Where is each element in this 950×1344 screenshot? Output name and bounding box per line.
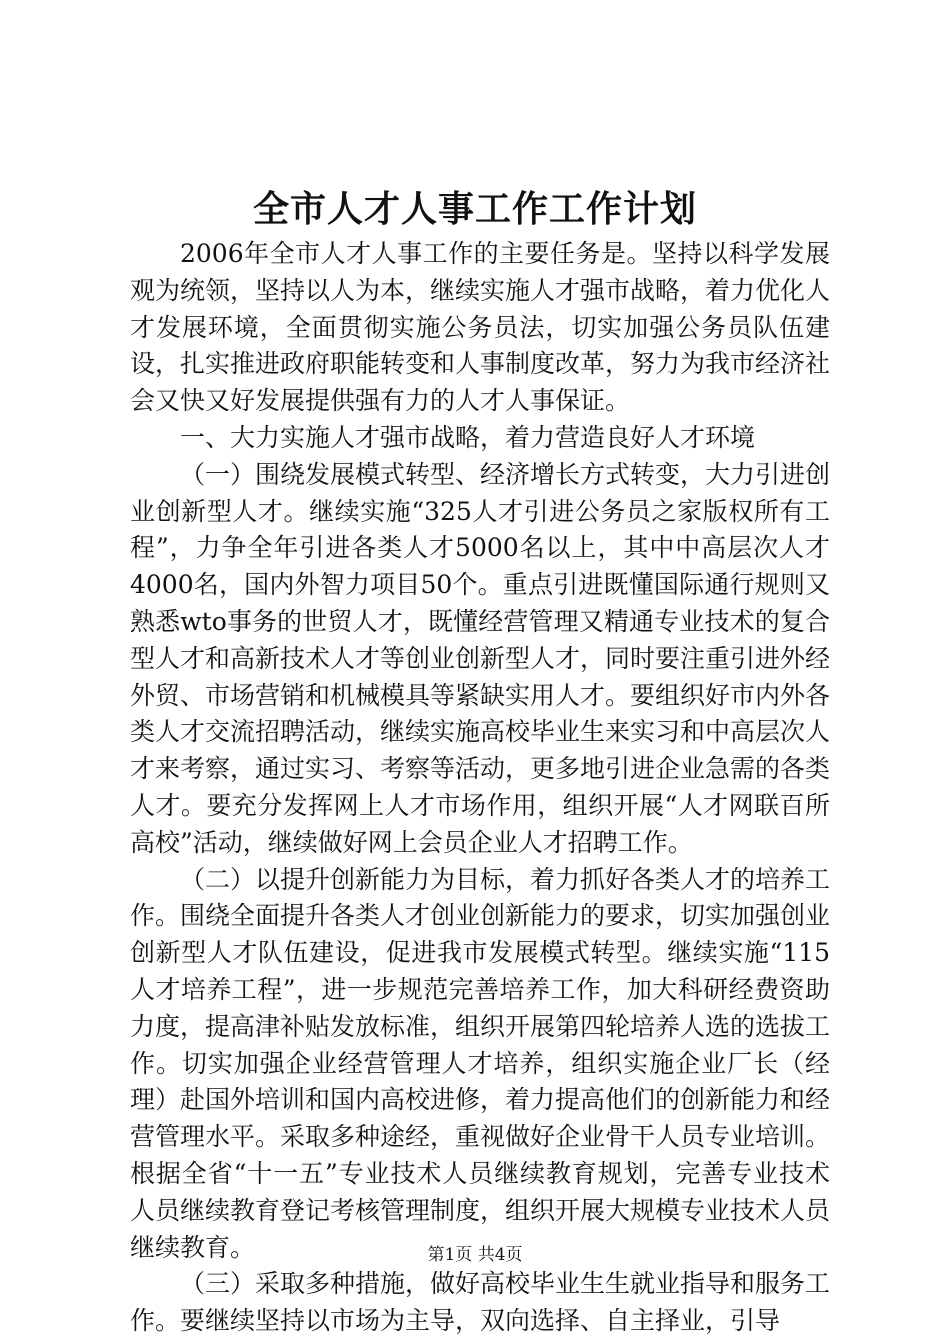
- document-body: [130, 236, 830, 1340]
- page-footer: 第1页 共4页: [427, 1245, 523, 1265]
- section-heading: 一、大力实施人才强市战略，着力营造良好人才环境: [180, 422, 756, 452]
- intro-paragraph: 2006年全市人才人事工作的主要任务是。坚持以科学发展观为统领，坚持以人为本，继续实施人才强市战略，着力优化人才发展环境，全面贯彻实施公务员法，切实加强公务员队伍建设，扎实推进政府职能转变和人事制度改革，努力为我市经济社会又快又好发展提供强有力的人才人事保证。: [130, 239, 831, 416]
- document-title: 全市人才人事工作工作计划: [252, 188, 697, 230]
- subsection-paragraph-2: （二）以提升创新能力为目标，着力抓好各类人才的培养工作。围绕全面提升各类人才创业创新能力的要求，切实加强创业创新型人才队伍建设，促进我市发展模式转型。继续实施“115人才培养工程”，进一步规范完善培养工作，加大科研经费资助力度，提高津补贴发放标准，组织开展第四轮培养人选的选拔工作。切实加强企业经营管理人才培养，组织实施企业厂长（经理）赴国外培训和国内高校进修，着力提高他们的创新能力和经营管理水平。采取多种途经，重视做好企业骨干人员专业培训。根据全省“十一五”专业技术人员继续教育规划，完善专业技术人员继续教育登记考核管理制度，组织开展大规模专业技术人员继续教育。: [130, 864, 831, 1262]
- subsection-paragraph-1: （一）围绕发展模式转型、经济增长方式转变，大力引进创业创新型人才。继续实施“325人才引进公务员之家版权所有工程”，力争全年引进各类人才5000名以上，其中中高层次人才4000名，国内外智力项目50个。重点引进既懂国际通行规则又熟悉wto事务的世贸人才，既懂经营管理又精通专业技术的复合型人才和高新技术人才等创业创新型人才，同时要注重引进外经外贸、市场营销和机械模具等紧缺实用人才。要组织好市内外各类人才交流招聘活动，继续实施高校毕业生来实习和中高层次人才来考察，通过实习、考察等活动，更多地引进企业急需的各类人才。要充分发挥网上人才市场作用，组织开展“人才网联百所高校”活动，继续做好网上会员企业人才招聘工作。: [130, 459, 831, 857]
- subsection-paragraph-3: （三）采取多种措施，做好高校毕业生生就业指导和服务工作。要继续坚持以市场为主导，双向选择、自主择业，引导: [130, 1269, 831, 1336]
